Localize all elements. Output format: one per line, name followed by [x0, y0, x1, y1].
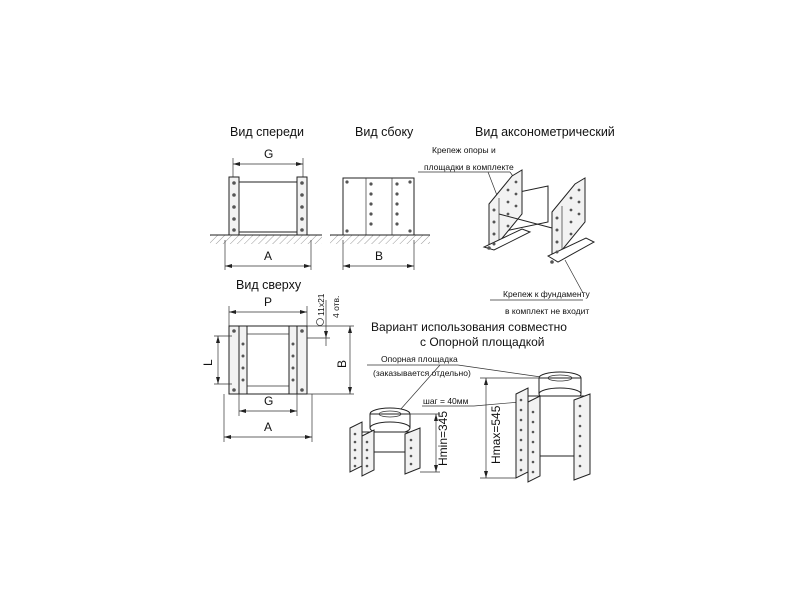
variant-section [350, 320, 590, 482]
side-dim-b: B [375, 249, 384, 263]
assembly-max [480, 372, 590, 482]
callout-foundation-1: Крепеж к фундаменту [503, 289, 590, 299]
platform-label-2: (заказывается отдельно) [373, 368, 471, 378]
hole-count-label: 4 отв. [331, 295, 341, 318]
circle-hole-icon [317, 319, 324, 326]
side-ground [330, 235, 430, 244]
top-view-title: Вид сверху [236, 278, 302, 292]
variant-title-2: с Опорной площадкой [420, 335, 545, 349]
front-view [210, 125, 322, 270]
front-dim-a: A [264, 249, 273, 263]
top-dim-p: P [264, 295, 273, 309]
hmin-label: Hmin=345 [436, 410, 450, 466]
iso-view-title: Вид аксонометрический [475, 125, 615, 139]
top-dim-g: G [264, 394, 274, 408]
top-dim-l: L [201, 359, 215, 366]
platform-label-1: Опорная площадка [381, 354, 458, 364]
side-view [330, 125, 430, 270]
assembly-min [350, 408, 450, 476]
top-dim-b: B [335, 359, 349, 368]
top-dim-a: A [264, 420, 273, 434]
isometric-view [418, 125, 615, 316]
front-view-title: Вид спереди [230, 125, 304, 139]
callout-fastener-1: Крепеж опоры и [432, 145, 496, 155]
step-label: шаг = 40мм [423, 396, 469, 406]
callout-foundation-2: в комплект не входит [505, 306, 590, 316]
front-dim-g: G [264, 147, 274, 161]
top-view [201, 278, 354, 442]
callout-fastener-2: площадки в комплекте [424, 162, 514, 172]
side-view-title: Вид сбоку [355, 125, 414, 139]
variant-title-1: Вариант использования совместно [371, 320, 567, 334]
front-ground [210, 235, 322, 244]
hmax-label: Hmax=545 [489, 405, 503, 464]
hole-size-label: 11x21 [316, 293, 326, 316]
